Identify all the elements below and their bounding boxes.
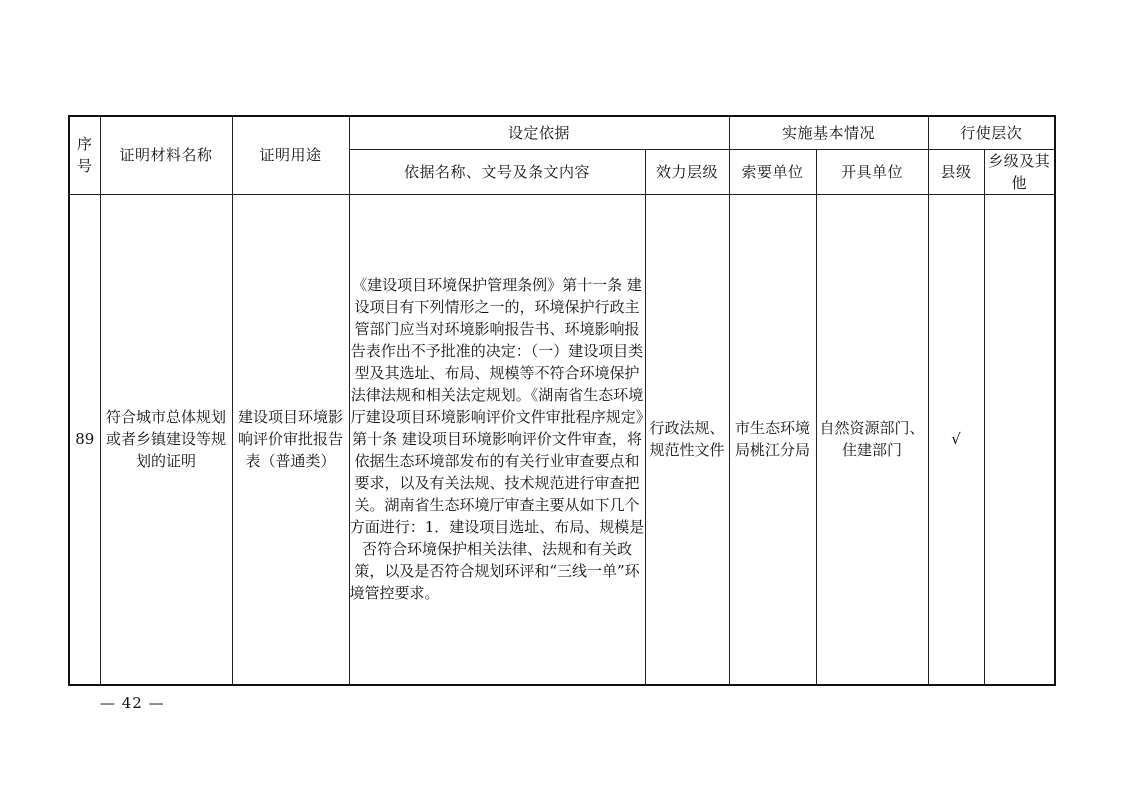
row-basis-content: 《建设项目环境保护管理条例》第十一条 建设项目有下列情形之一的，环境保护行政主管部门应当对环境影响报告书、环境影响报告表作出不予批准的决定：（一）建设项目类型及其选址、布局、规模等不符合环境保护法律法规和相关法定规划。《湖南省生态环境厅建设项目环境影响评价文件审批程序规定》第十条 建设项目环境影响评价文件审查，将依据生态环境部发布的有关行业审查要点和要求，以及有关法规、技术规范进行审查把关。湖南省生态环境厅审查主要从如下几个方面进行：1．建设项目选址、布局、规模是否符合环境保护相关法律、法规和有关政策，以及是否符合规划环评和“三线一单”环境管控要求。 (349, 194, 645, 685)
header-requesting-unit: 索要单位 (729, 149, 816, 194)
header-implementation-group: 实施基本情况 (729, 116, 928, 149)
header-basis-content: 依据名称、文号及条文内容 (349, 149, 645, 194)
header-township-other: 乡级及其他 (984, 149, 1055, 194)
row-seq: 89 (69, 194, 100, 685)
header-material-name: 证明材料名称 (100, 116, 232, 194)
header-basis-group: 设定依据 (349, 116, 729, 149)
header-county-level: 县级 (928, 149, 984, 194)
row-issuing-unit: 自然资源部门、住建部门 (816, 194, 928, 685)
row-requesting-unit: 市生态环境局桃江分局 (729, 194, 816, 685)
row-township-other (984, 194, 1055, 685)
row-effect-level: 行政法规、规范性文件 (645, 194, 729, 685)
header-effect-level: 效力层级 (645, 149, 729, 194)
row-material-name: 符合城市总体规划或者乡镇建设等规划的证明 (100, 194, 232, 685)
header-issuing-unit: 开具单位 (816, 149, 928, 194)
certification-materials-table (68, 115, 1056, 686)
row-purpose: 建设项目环境影响评价审批报告表（普通类） (232, 194, 349, 685)
page-number: — 42 — (100, 694, 165, 712)
table-row (69, 194, 1055, 685)
header-level-group: 行使层次 (928, 116, 1055, 149)
header-purpose: 证明用途 (232, 116, 349, 194)
row-county-level-check: √ (928, 194, 984, 685)
header-seq: 序号 (69, 116, 100, 194)
